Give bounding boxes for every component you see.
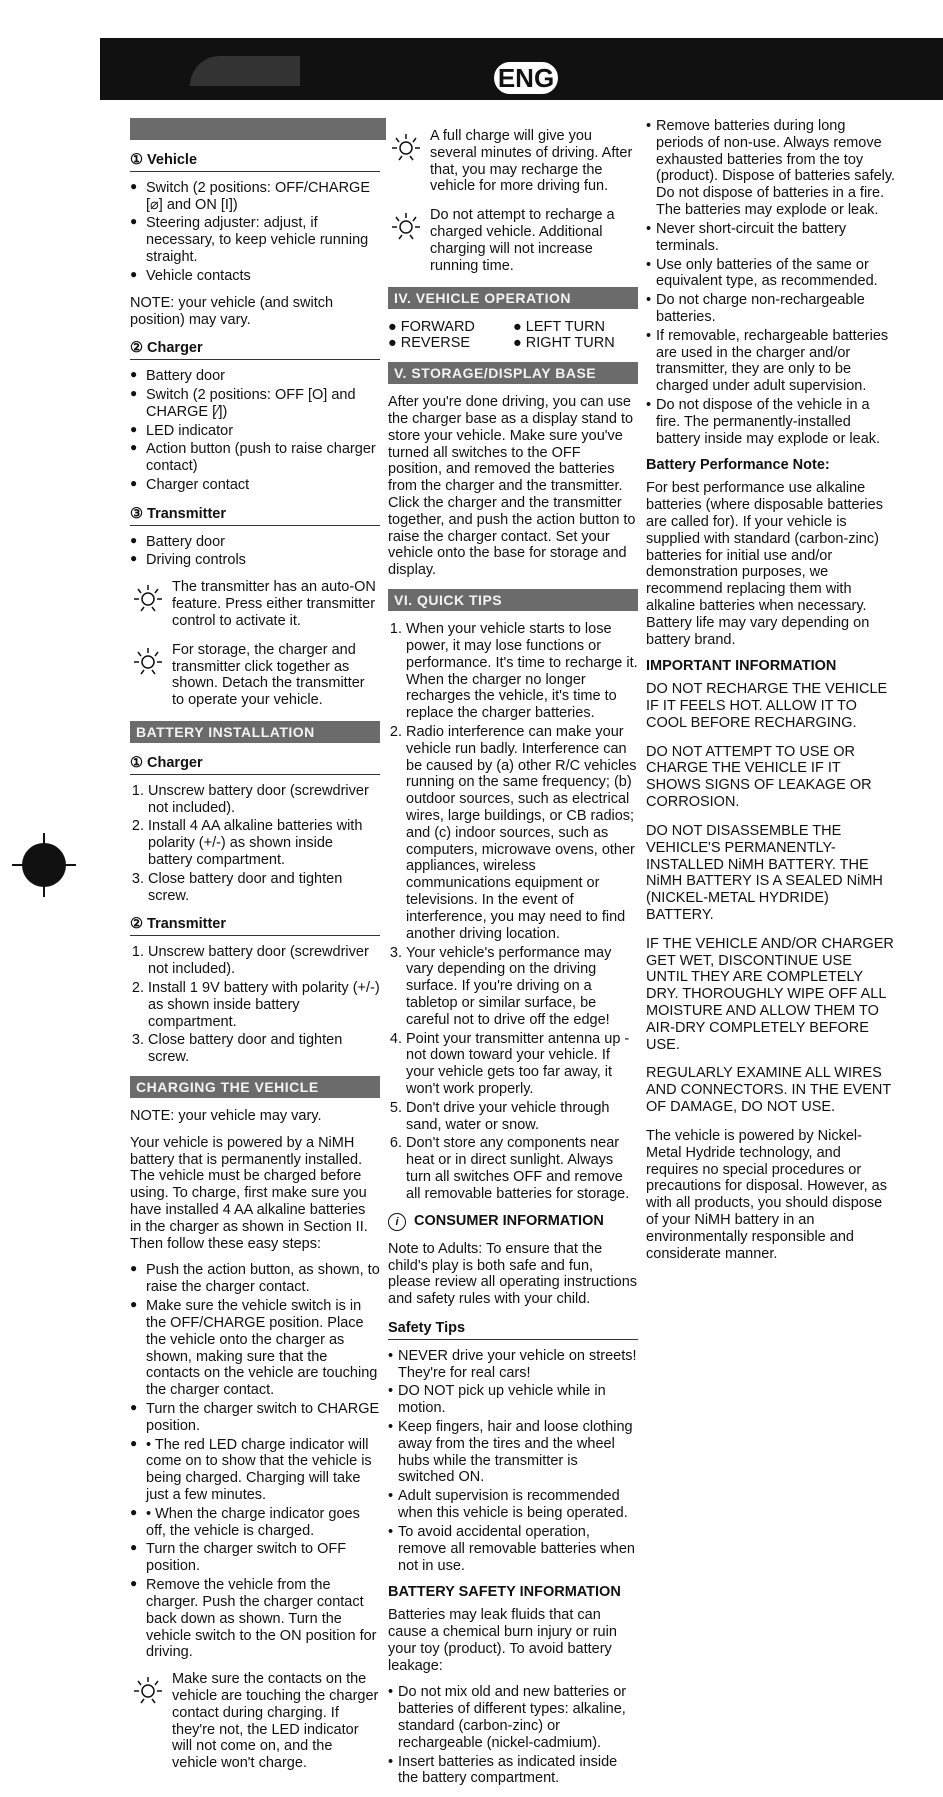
- important-text: DO NOT DISASSEMBLE THE VEHICLE'S PERMANENTLY-INSTALLED NiMH BATTERY. THE NiMH BATTERY IS A SEALED NiMH (NICKEL-METAL HYDRIDE) BATTERY.: [646, 822, 883, 923]
- lightbulb-icon: [388, 128, 424, 164]
- safety-list: [388, 1348, 638, 1575]
- transmitter-list: [130, 534, 380, 570]
- battery-safety-list: [388, 1684, 638, 1787]
- list-item: ● Switch (2 positions: OFF [O] and CHARGE [⁄]): [146, 387, 380, 421]
- battery-safety-heading: BATTERY SAFETY INFORMATION: [388, 1584, 621, 1601]
- tip: [130, 642, 380, 709]
- list-item: ● Battery door: [146, 534, 380, 551]
- list-item: ● Action button (push to raise charger contact): [146, 441, 380, 475]
- list-item: • Do not mix old and new batteries or batteries of different types: alkaline, standard (carbon-zinc) or rechargeable (nickel-cadmium).: [398, 1684, 638, 1751]
- battery-safety-text: Batteries may leak fluids that can cause a chemical burn injury or ruin your toy (product). To avoid battery leakage:: [388, 1607, 617, 1674]
- install-transmitter-steps: [130, 944, 380, 1066]
- lightbulb-icon: [130, 642, 166, 678]
- important-text: DO NOT RECHARGE THE VEHICLE IF IT FEELS HOT. ALLOW IT TO COOL BEFORE RECHARGING.: [646, 681, 888, 731]
- list-item: 6. Don't store any components near heat or in direct sunlight. Always turn all switches OFF and remove all removable batteries for storage.: [406, 1135, 638, 1202]
- list-item: ● Steering adjuster: adjust, if necessary, to keep vehicle running straight.: [146, 215, 380, 265]
- list-item: ● Remove the vehicle from the charger. Push the charger contact back down as shown. Turn the vehicle switch to the ON position for driving.: [146, 1577, 380, 1661]
- list-item: 1. Unscrew battery door (screwdriver not included).: [148, 944, 380, 978]
- lightbulb-icon: [388, 207, 424, 243]
- transmitter-heading: ③ Transmitter: [130, 506, 380, 526]
- lightbulb-icon: [130, 1671, 166, 1707]
- list-item: 1. When your vehicle starts to lose power, it may lose functions or performance. It's time to recharge it. When the charger no longer recharges the vehicle, it's time to replace the charger batteries.: [406, 621, 638, 722]
- list-item: ● Turn the charger switch to OFF position.: [146, 1541, 380, 1575]
- section-band-5: V. STORAGE/DISPLAY BASE: [388, 362, 638, 384]
- tip: [130, 579, 380, 629]
- list-item: 1. Unscrew battery door (screwdriver not included).: [148, 783, 380, 817]
- battery-list: [646, 118, 896, 447]
- install-charger-heading: ① Charger: [130, 755, 380, 775]
- section-band-4: IV. VEHICLE OPERATION: [388, 287, 638, 309]
- operation-grid: [388, 319, 638, 353]
- list-item: 2. Install 4 AA alkaline batteries with polarity (+/-) as shown inside battery compartment.: [148, 818, 380, 868]
- important-text: REGULARLY EXAMINE ALL WIRES AND CONNECTORS. IN THE EVENT OF DAMAGE, DO NOT USE.: [646, 1065, 891, 1116]
- list-item: • NEVER drive your vehicle on streets! They're for real cars!: [398, 1348, 638, 1382]
- quick-tips-list: [388, 621, 638, 1203]
- language-badge: ENG: [490, 58, 562, 98]
- list-item: • Never short-circuit the battery terminals.: [656, 221, 896, 255]
- registration-mark: [22, 843, 66, 887]
- operation-label: ● FORWARD: [388, 318, 475, 335]
- tip-text: Make sure the contacts on the vehicle are touching the charger contact during charging. If they're not, the LED indicator will not come on, and the vehicle won't charge.: [172, 1671, 379, 1772]
- performance-text: For best performance use alkaline batteries (where disposable batteries are called for). If your vehicle is supplied with standard (carbon-zinc) batteries for initial use and/or demonstration purposes, we recommend replacing them with alkaline batteries when necessary. Battery life may vary depending on battery brand.: [646, 480, 883, 648]
- list-item: 2. Radio interference can make your vehicle run badly. Interference can be caused by (a) other R/C vehicles running on the same frequency; (b) outdoor sources, such as electrical wires, large buildings, or CB radios; and (c) indoor sources, such as computers, microwave ovens, other appliances, wireless communications equipment or televisions. In the event of interference, you may need to find another driving location.: [406, 724, 638, 943]
- list-item: 5. Don't drive your vehicle through sand, water or snow.: [406, 1100, 638, 1134]
- list-item: ● Charger contact: [146, 477, 380, 494]
- operation-label: ● REVERSE: [388, 335, 471, 352]
- performance-heading: Battery Performance Note:: [646, 457, 830, 474]
- consumer-heading: [388, 1213, 638, 1231]
- tip-text: A full charge will give you several minutes of driving. After that, you may recharge the vehicle for more driving fun.: [430, 128, 633, 195]
- tip: [130, 1671, 380, 1772]
- column-2: [388, 118, 638, 1797]
- list-item: 3. Close battery door and tighten screw.: [148, 1032, 380, 1066]
- list-item: • Do not charge non-rechargeable batteries.: [656, 292, 896, 326]
- section-band-1: [130, 118, 386, 140]
- section-band-3: CHARGING THE VEHICLE: [130, 1076, 380, 1098]
- list-item: ● Driving controls: [146, 552, 380, 569]
- install-transmitter-heading: ② Transmitter: [130, 916, 380, 936]
- section-band-6: VI. QUICK TIPS: [388, 589, 638, 611]
- column-1: [130, 118, 380, 1784]
- list-item: • Remove batteries during long periods of non-use. Always remove exhausted batteries from the toy (product). Dispose of batteries safely. Do not dispose of batteries in a fire. The batteries may explode or leak.: [656, 118, 896, 219]
- list-item: 3. Close battery door and tighten screw.: [148, 871, 380, 905]
- list-item: • Use only batteries of the same or equivalent type, as recommended.: [656, 257, 896, 291]
- column-3: [646, 118, 896, 1272]
- list-item: • Do not dispose of the vehicle in a fire. The permanently-installed battery inside may explode or leak.: [656, 397, 896, 447]
- tip-text: Do not attempt to recharge a charged vehicle. Additional charging will not increase running time.: [430, 207, 615, 274]
- storage-text: After you're done driving, you can use the charger base as a display stand to store your vehicle. Make sure you've turned all switches to the OFF position, and removed the batteries from the charger and the transmitter. Click the charger and the transmitter together, and push the action button to raise the charger contact. Set your vehicle onto the base for storage and display.: [388, 394, 636, 579]
- nimh-text: The vehicle is powered by Nickel-Metal Hydride technology, and requires no special procedures or precautions for disposal. However, as with all products, you should dispose of your NiMH battery in an environmentally responsible and considerate manner.: [646, 1127, 887, 1262]
- list-item: 4. Point your transmitter antenna up - not down toward your vehicle. If your vehicle gets too far away, it won't work properly.: [406, 1031, 638, 1098]
- tip-text: For storage, the charger and transmitter click together as shown. Detach the transmitter to operate your vehicle.: [172, 641, 365, 709]
- consumer-text: Note to Adults: To ensure that the child's play is both safe and fun, please review all operating instructions and safety rules with your child.: [388, 1240, 638, 1308]
- list-item: • To avoid accidental operation, remove all removable batteries when not in use.: [398, 1524, 638, 1574]
- operation-label: ● LEFT TURN: [513, 318, 606, 335]
- list-item: ● • The red LED charge indicator will come on to show that the vehicle is being charged. Charging will take just a few minutes.: [146, 1437, 380, 1504]
- list-item: 2. Install 1 9V battery with polarity (+/-) as shown inside battery compartment.: [148, 980, 380, 1030]
- section-band-2: BATTERY INSTALLATION: [130, 721, 380, 743]
- tip-text: The transmitter has an auto-ON feature. Press either transmitter control to activate it.: [172, 579, 376, 629]
- charger-list: [130, 368, 380, 494]
- list-item: ● Push the action button, as shown, to raise the charger contact.: [146, 1262, 380, 1296]
- info-icon: i: [388, 1213, 406, 1231]
- charge-intro: Your vehicle is powered by a NiMH battery that is permanently installed. The vehicle must be charged before using. To charge, first make sure you have installed 4 AA alkaline batteries in the charger as shown in Section II. Then follow these easy steps:: [130, 1134, 368, 1252]
- install-charger-steps: [130, 783, 380, 905]
- vehicle-note: NOTE: your vehicle (and switch position) may vary.: [130, 294, 334, 328]
- list-item: • Keep fingers, hair and loose clothing away from the tires and the wheel hubs while the transmitter is switched ON.: [398, 1419, 638, 1486]
- vehicle-heading: ① Vehicle: [130, 152, 380, 172]
- operation-label: ● RIGHT TURN: [513, 335, 615, 352]
- list-item: ● Turn the charger switch to CHARGE position.: [146, 1401, 380, 1435]
- charge-note: NOTE: your vehicle may vary.: [130, 1107, 322, 1124]
- important-text: IF THE VEHICLE AND/OR CHARGER GET WET, DISCONTINUE USE UNTIL THEY ARE COMPLETELY DRY. THOROUGHLY WIPE OFF ALL MOISTURE AND ALLOW THEM TO AIR-DRY COMPLETELY BEFORE USE.: [646, 935, 894, 1053]
- important-text: DO NOT ATTEMPT TO USE OR CHARGE THE VEHICLE IF IT SHOWS SIGNS OF LEAKAGE OR CORROSION.: [646, 743, 872, 811]
- charge-steps: [130, 1262, 380, 1661]
- safety-heading: Safety Tips: [388, 1320, 638, 1340]
- list-item: ● LED indicator: [146, 423, 380, 440]
- lightbulb-icon: [130, 579, 166, 615]
- tip: [388, 207, 638, 274]
- list-item: ● Battery door: [146, 368, 380, 385]
- list-item: ● Make sure the vehicle switch is in the OFF/CHARGE position. Place the vehicle onto the charger as shown, making sure that the contacts on the vehicle are touching the charger contact.: [146, 1298, 380, 1399]
- tip: [388, 128, 638, 195]
- list-item: • DO NOT pick up vehicle while in motion.: [398, 1383, 638, 1417]
- consumer-heading-text: CONSUMER INFORMATION: [414, 1213, 604, 1230]
- list-item: • Insert batteries as indicated inside the battery compartment.: [398, 1754, 638, 1788]
- charger-heading: ② Charger: [130, 340, 380, 360]
- list-item: ● Switch (2 positions: OFF/CHARGE [⌀] and ON [I]): [146, 180, 380, 214]
- important-heading: IMPORTANT INFORMATION: [646, 658, 837, 675]
- list-item: • Adult supervision is recommended when this vehicle is being operated.: [398, 1488, 638, 1522]
- list-item: ● • When the charge indicator goes off, the vehicle is charged.: [146, 1506, 380, 1540]
- list-item: • If removable, rechargeable batteries are used in the charger and/or transmitter, they are only to be charged under adult supervision.: [656, 328, 896, 395]
- list-item: 3. Your vehicle's performance may vary depending on the driving surface. If you're driving on a tabletop or similar surface, be careful not to drive off the edge!: [406, 945, 638, 1029]
- header-decoration: [190, 56, 300, 86]
- list-item: ● Vehicle contacts: [146, 268, 380, 285]
- vehicle-list: [130, 180, 380, 285]
